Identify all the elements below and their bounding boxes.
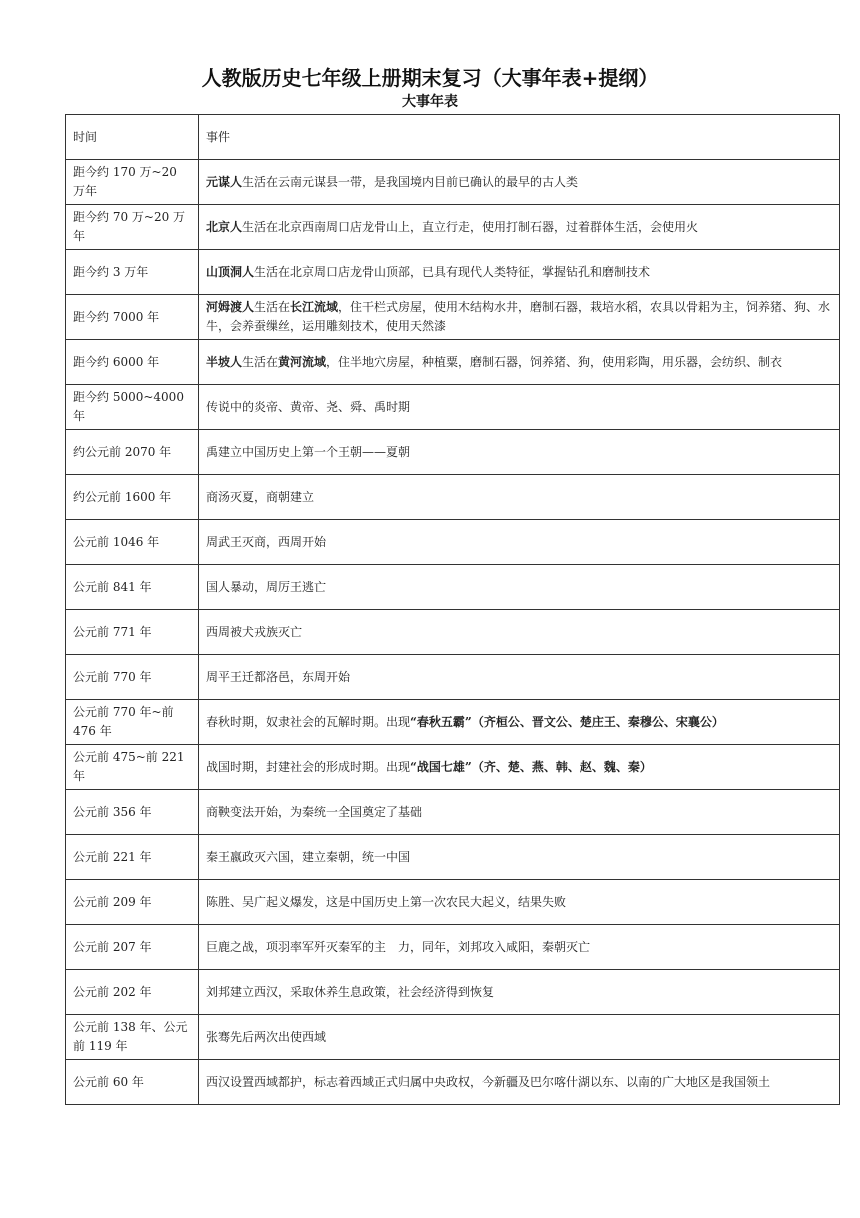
event-text: 刘邦建立西汉，采取休养生息政策，社会经济得到恢复 [206, 984, 495, 999]
row-time-cell: 距今约 170 万~20 万年 [66, 160, 199, 205]
table-row [66, 520, 840, 565]
event-text: 商鞅变法开始，为秦统一全国奠定了基础 [206, 804, 423, 819]
row-event-cell [199, 655, 840, 700]
row-event-cell [199, 250, 840, 295]
event-text: 周平王迁都洛邑，东周开始 [206, 669, 351, 684]
event-keyword: 北京人 [206, 219, 243, 234]
header-event: 事件 [199, 115, 840, 160]
event-text: ，住干栏式房屋，使用木结构水井，磨制石器，栽培水稻，农具以骨耜为主，饲养猪、狗、水牛，会养蚕缫丝，运用雕刻技术，使用天然漆 [206, 300, 831, 333]
row-event-cell [199, 340, 840, 385]
event-text: 禹建立中国历史上第一个王朝——夏朝 [206, 444, 411, 459]
table-row [66, 565, 840, 610]
event-text: 国人暴动，周厉王逃亡 [206, 579, 327, 594]
table-row [66, 295, 840, 340]
row-time-cell: 公元前 138 年、公元前 119 年 [66, 1015, 199, 1060]
row-time-cell: 公元前 1046 年 [66, 520, 199, 565]
table-row [66, 385, 840, 430]
table-row [66, 205, 840, 250]
document-subtitle: 大事年表 [402, 94, 458, 110]
event-keyword: 长江流域 [290, 300, 339, 314]
event-text: 西汉设置西域都护，标志着西域正式归属中央政权，今新疆及巴尔喀什湖以东、以南的广大地区是我国领土 [206, 1074, 771, 1089]
table-header-row [66, 115, 840, 160]
row-time-cell: 距今约 3 万年 [66, 250, 199, 295]
chronology-table [65, 114, 840, 1105]
row-time-cell: 公元前 356 年 [66, 790, 199, 835]
table-row [66, 430, 840, 475]
table-row [66, 250, 840, 295]
table-row [66, 790, 840, 835]
table-row [66, 745, 840, 790]
row-event-cell [199, 205, 840, 250]
event-keyword: 黄河流域 [278, 354, 327, 369]
row-time-cell: 公元前 770 年 [66, 655, 199, 700]
row-time-cell: 距今约 5000~4000 年 [66, 385, 199, 430]
table-row [66, 340, 840, 385]
row-time-cell: 公元前 771 年 [66, 610, 199, 655]
event-text: 生活在北京周口店龙骨山顶部，已具有现代人类特征，掌握钻孔和磨制技术 [254, 264, 651, 279]
table-row [66, 700, 840, 745]
row-time-cell: 公元前 841 年 [66, 565, 199, 610]
row-time-cell: 公元前 475~前 221 年 [66, 745, 199, 790]
row-time-cell: 距今约 6000 年 [66, 340, 199, 385]
row-time-cell: 公元前 60 年 [66, 1060, 199, 1105]
row-event-cell [199, 610, 840, 655]
event-text: 生活在 [242, 354, 279, 369]
event-keyword: 山顶洞人 [206, 264, 255, 279]
row-event-cell [199, 970, 840, 1015]
event-text: ，住半地穴房屋，种植粟，磨制石器，饲养猪、狗，使用彩陶，用乐器，会纺织、制衣 [326, 354, 783, 369]
row-event-cell [199, 475, 840, 520]
event-text: 西周被犬戎族灭亡 [206, 624, 303, 639]
event-text: 春秋时期，奴隶社会的瓦解时期。出现 [206, 714, 411, 729]
table-row [66, 655, 840, 700]
event-text: 生活在北京西南周口店龙骨山上，直立行走，使用打制石器，过着群体生活，会使用火 [242, 219, 699, 234]
row-time-cell: 公元前 770 年~前 476 年 [66, 700, 199, 745]
row-time-cell: 约公元前 2070 年 [66, 430, 199, 475]
row-time-cell: 距今约 70 万~20 万年 [66, 205, 199, 250]
event-text: 战国时期，封建社会的形成时期。出现 [206, 759, 411, 774]
table-row [66, 925, 840, 970]
event-text: 周武王灭商，西周开始 [206, 534, 327, 549]
table-row [66, 1060, 840, 1105]
event-keyword: “战国七雄”（齐、楚、燕、韩、赵、魏、秦） [410, 759, 652, 774]
event-text: 秦王嬴政灭六国，建立秦朝，统一中国 [206, 849, 411, 864]
event-keyword: 元谋人 [206, 174, 243, 189]
event-text: 张骞先后两次出使西域 [206, 1029, 327, 1044]
event-keyword: 半坡人 [206, 354, 243, 369]
row-event-cell [199, 565, 840, 610]
row-event-cell [199, 745, 840, 790]
table-row [66, 610, 840, 655]
table-row [66, 160, 840, 205]
event-text: 传说中的炎帝、黄帝、尧、舜、禹时期 [206, 399, 411, 414]
event-text: 生活在云南元谋县一带，是我国境内目前已确认的最早的古人类 [242, 174, 579, 189]
event-text: 生活在 [254, 300, 291, 314]
table-row [66, 970, 840, 1015]
row-event-cell [199, 430, 840, 475]
event-text: 陈胜、吴广起义爆发，这是中国历史上第一次农民大起义，结果失败 [206, 894, 567, 909]
row-time-cell: 公元前 202 年 [66, 970, 199, 1015]
row-time-cell: 约公元前 1600 年 [66, 475, 199, 520]
row-event-cell [199, 160, 840, 205]
row-event-cell [199, 880, 840, 925]
row-time-cell: 距今约 7000 年 [66, 295, 199, 340]
event-keyword: “春秋五霸”（齐桓公、晋文公、楚庄王、秦穆公、宋襄公） [410, 714, 724, 729]
row-event-cell [199, 520, 840, 565]
table-row [66, 835, 840, 880]
document-title: 人教版历史七年级上册期末复习（大事年表+提纲） [201, 66, 659, 90]
row-event-cell [199, 700, 840, 745]
row-event-cell [199, 385, 840, 430]
row-time-cell: 公元前 221 年 [66, 835, 199, 880]
header-time: 时间 [66, 115, 199, 160]
row-time-cell: 公元前 209 年 [66, 880, 199, 925]
row-event-cell [199, 790, 840, 835]
table-row [66, 475, 840, 520]
row-event-cell [199, 295, 840, 340]
row-time-cell: 公元前 207 年 [66, 925, 199, 970]
row-event-cell [199, 1015, 840, 1060]
row-event-cell [199, 835, 840, 880]
table-row [66, 880, 840, 925]
row-event-cell [199, 925, 840, 970]
row-event-cell [199, 1060, 840, 1105]
table-body [66, 160, 840, 1105]
event-text: 巨鹿之战，项羽率军歼灭秦军的主 力，同年，刘邦攻入咸阳，秦朝灭亡 [206, 939, 591, 954]
event-keyword: 河姆渡人 [206, 300, 255, 314]
table-row [66, 1015, 840, 1060]
event-text: 商汤灭夏，商朝建立 [206, 489, 315, 504]
